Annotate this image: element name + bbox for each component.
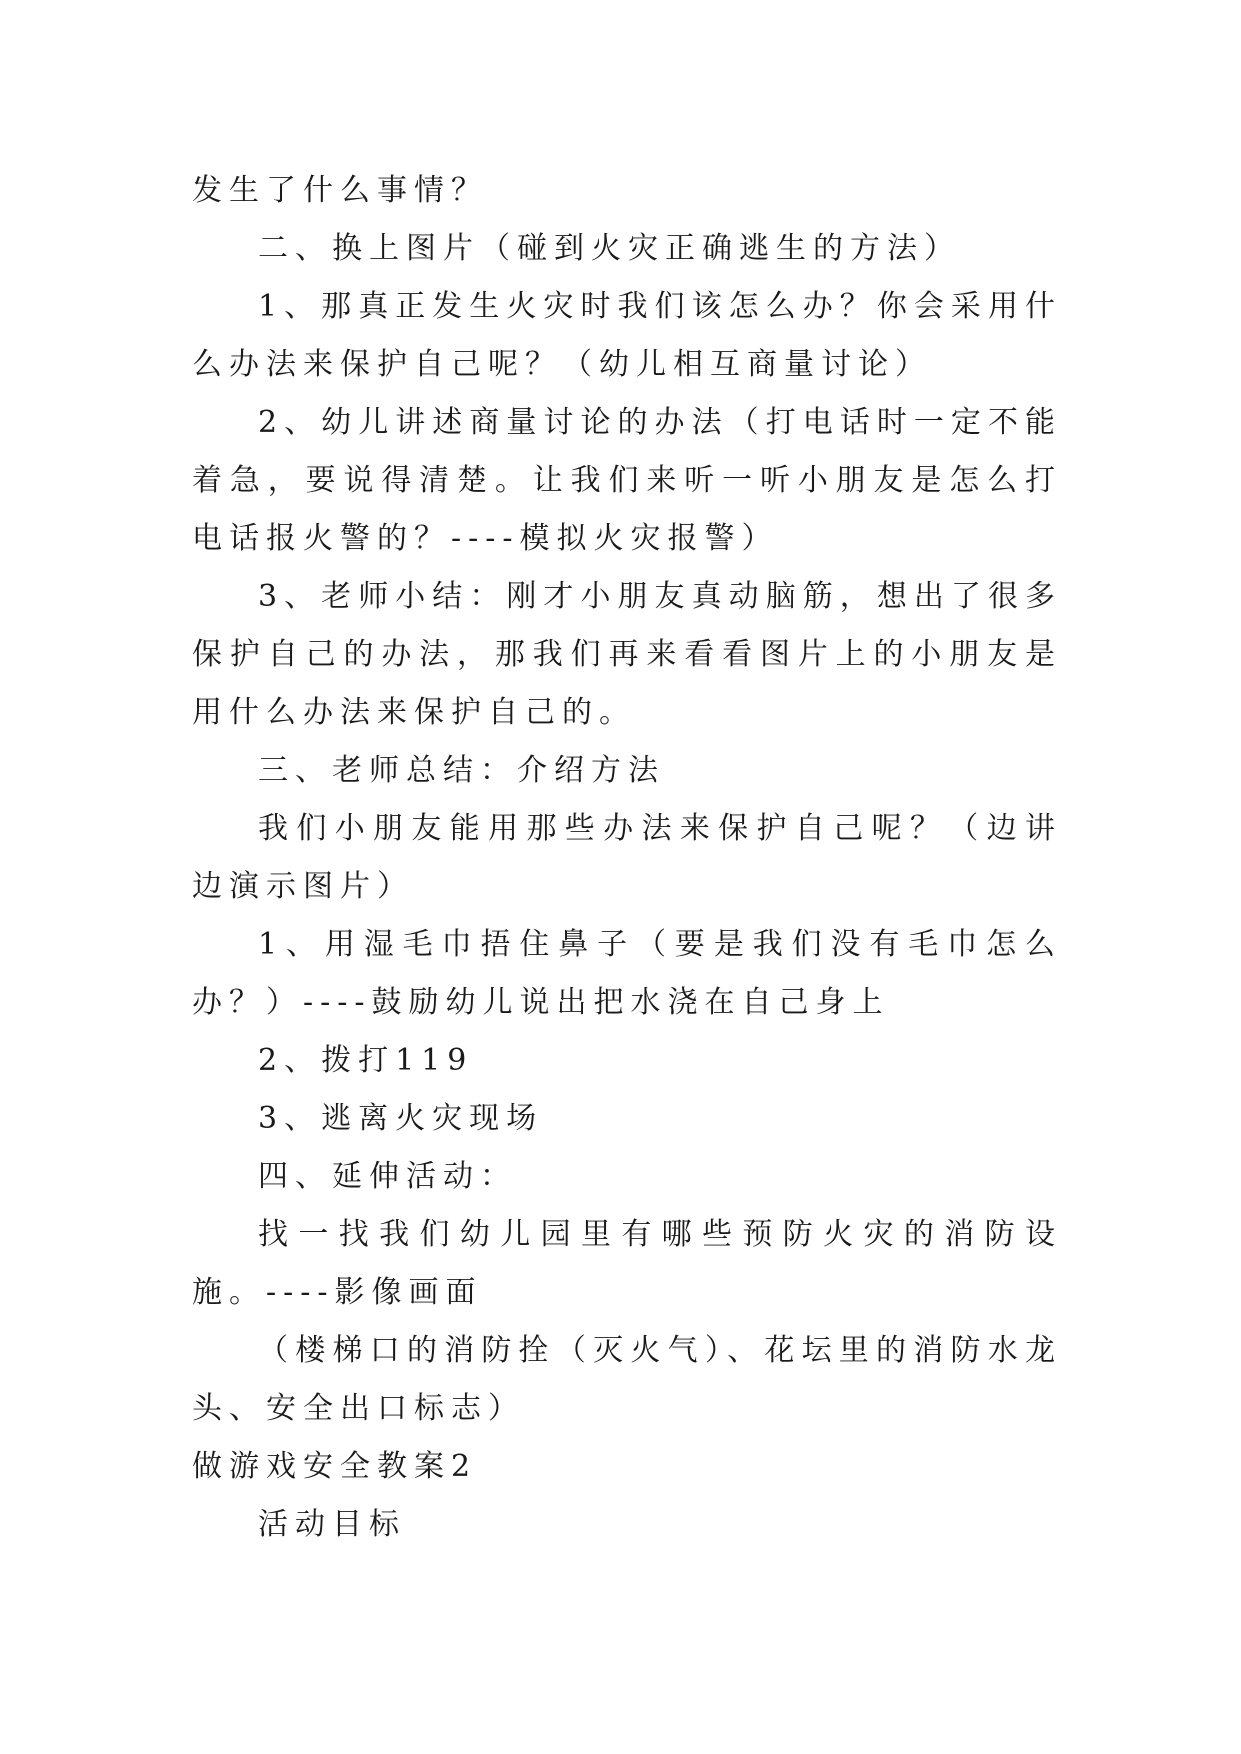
document-title: 做游戏安全教案2 (192, 1449, 478, 1484)
paragraph: 1、用湿毛巾捂住鼻子（要是我们没有毛巾怎么办？）----鼓励幼儿说出把水浇在自己身上 (192, 927, 1062, 1020)
paragraph: 3、老师小结：刚才小朋友真动脑筋，想出了很多保护自己的办法，那我们再来看看图片上的小朋友是用什么办法来保护自己的。 (192, 579, 1062, 730)
section-heading: 活动目标 (258, 1507, 406, 1542)
paragraph: （楼梯口的消防拴（灭火气）、花坛里的消防水龙头、安全出口标志） (192, 1333, 1062, 1426)
section-heading: 三、老师总结：介绍方法 (258, 753, 665, 788)
paragraph: 2、幼儿讲述商量讨论的办法（打电话时一定不能着急，要说得清楚。让我们来听一听小朋友是怎么打电话报火警的？----模拟火灾报警） (192, 405, 1062, 556)
paragraph: 1、那真正发生火灾时我们该怎么办？你会采用什么办法来保护自己呢？（幼儿相互商量讨论） (192, 289, 1062, 382)
paragraph: 找一找我们幼儿园里有哪些预防火灾的消防设施。----影像画面 (192, 1217, 1062, 1310)
paragraph: 3、逃离火灾现场 (258, 1101, 544, 1136)
section-heading: 二、换上图片（碰到火灾正确逃生的方法） (258, 231, 961, 266)
paragraph: 发生了什么事情？ (192, 173, 488, 208)
document-body (192, 162, 1062, 1554)
paragraph: 我们小朋友能用那些办法来保护自己呢？（边讲边演示图片） (192, 811, 1062, 904)
paragraph: 2、拨打119 (258, 1043, 474, 1078)
section-heading: 四、延伸活动： (258, 1159, 517, 1194)
